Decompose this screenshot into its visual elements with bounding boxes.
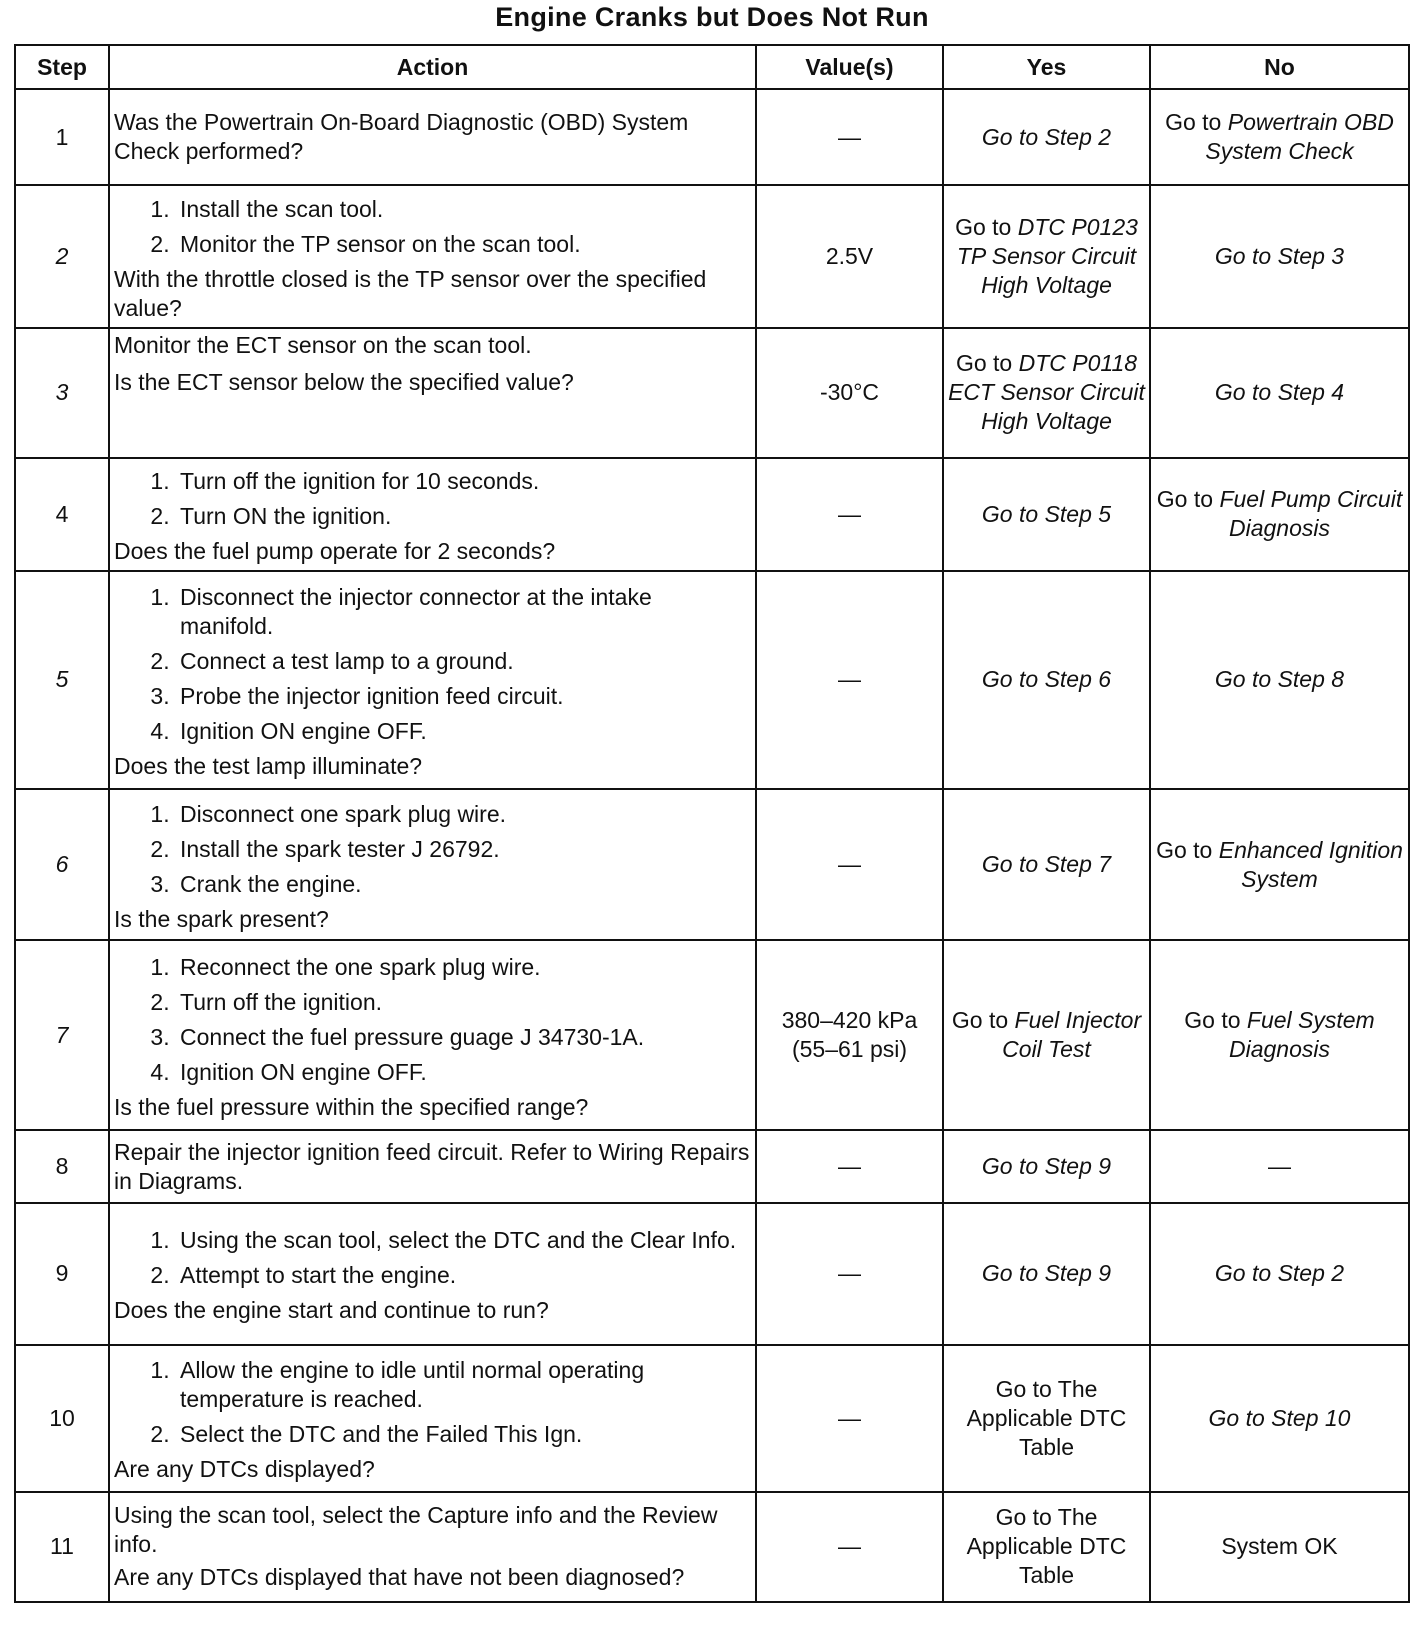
value-cell: — <box>756 571 943 790</box>
diagnostic-table <box>14 44 1410 1603</box>
action-cell <box>109 1203 756 1345</box>
yes-cell: Go to Step 9 <box>943 1203 1150 1345</box>
action-cell <box>109 571 756 790</box>
table-row <box>15 1130 1409 1202</box>
step-number: 4 <box>15 458 109 570</box>
action-step: 1. Disconnect the injector connector at the intake manifold. <box>176 583 751 641</box>
no-cell: Go to Enhanced Ignition System <box>1150 789 1409 939</box>
table-row <box>15 458 1409 570</box>
action-cell <box>109 458 756 570</box>
page-title: Engine Cranks but Does Not Run <box>495 2 929 32</box>
value-cell: 380–420 kPa (55–61 psi) <box>756 940 943 1131</box>
action-cell <box>109 185 756 327</box>
action-cell <box>109 89 756 185</box>
yes-cell: Go to The Applicable DTC Table <box>943 1345 1150 1491</box>
header-step: Step <box>15 45 109 89</box>
action-step: 2. Install the spark tester J 26792. <box>176 835 751 864</box>
action-question: Is the ECT sensor below the specified value? <box>114 368 574 395</box>
yes-cell: Go to DTC P0123 TP Sensor Circuit High Voltage <box>943 185 1150 327</box>
action-cell <box>109 1345 756 1491</box>
action-cell <box>109 789 756 939</box>
action-cell <box>109 328 756 458</box>
action-step: 1. Allow the engine to idle until normal operating temperature is reached. <box>176 1356 751 1414</box>
action-step: 2. Select the DTC and the Failed This Ign. <box>176 1420 751 1449</box>
step-number: 11 <box>15 1492 109 1602</box>
action-steps <box>114 467 751 531</box>
action-step: 1. Using the scan tool, select the DTC and the Clear Info. <box>176 1226 751 1255</box>
action-question: Does the test lamp illuminate? <box>114 752 423 779</box>
action-step: 2. Turn ON the ignition. <box>176 502 751 531</box>
action-text: Was the Powertrain On-Board Diagnostic (OBD) System Check performed? <box>114 109 689 165</box>
table-row <box>15 571 1409 790</box>
step-number: 9 <box>15 1203 109 1345</box>
table-row <box>15 1203 1409 1345</box>
action-question: With the throttle closed is the TP sensor over the specified value? <box>114 265 707 321</box>
yes-cell: Go to Fuel Injector Coil Test <box>943 940 1150 1131</box>
action-step: 2. Attempt to start the engine. <box>176 1261 751 1290</box>
action-question: Are any DTCs displayed that have not been diagnosed? <box>114 1564 685 1591</box>
value-cell: — <box>756 789 943 939</box>
step-number: 5 <box>15 571 109 790</box>
table-row <box>15 789 1409 939</box>
yes-cell: Go to Step 7 <box>943 789 1150 939</box>
value-cell: 2.5V <box>756 185 943 327</box>
action-steps <box>114 800 751 899</box>
action-steps <box>114 195 751 259</box>
step-number: 3 <box>15 328 109 458</box>
action-text: Using the scan tool, select the Capture info and the Review info. <box>114 1502 718 1558</box>
action-question: Are any DTCs displayed? <box>114 1456 375 1483</box>
action-step: 3. Probe the injector ignition feed circuit. <box>176 682 751 711</box>
header-values: Value(s) <box>756 45 943 89</box>
step-number: 7 <box>15 940 109 1131</box>
header-no: No <box>1150 45 1409 89</box>
action-step: 2. Turn off the ignition. <box>176 988 751 1017</box>
action-step: 1. Reconnect the one spark plug wire. <box>176 953 751 982</box>
yes-cell: Go to Step 6 <box>943 571 1150 790</box>
action-text: Repair the injector ignition feed circuit. Refer to Wiring Repairs in Diagrams. <box>114 1138 750 1194</box>
header-row <box>15 45 1409 89</box>
yes-cell: Go to DTC P0118 ECT Sensor Circuit High Voltage <box>943 328 1150 458</box>
value-cell: — <box>756 1345 943 1491</box>
step-number: 2 <box>15 185 109 327</box>
table-row <box>15 185 1409 327</box>
action-question: Does the fuel pump operate for 2 seconds? <box>114 537 556 564</box>
action-steps <box>114 1356 751 1449</box>
no-cell: System OK <box>1150 1492 1409 1602</box>
no-cell: Go to Step 10 <box>1150 1345 1409 1491</box>
yes-cell: Go to Step 9 <box>943 1130 1150 1202</box>
action-step: 1. Disconnect one spark plug wire. <box>176 800 751 829</box>
table-row <box>15 1492 1409 1602</box>
action-question: Does the engine start and continue to run? <box>114 1297 549 1324</box>
value-cell: — <box>756 1203 943 1345</box>
action-step: 2. Connect a test lamp to a ground. <box>176 647 751 676</box>
value-cell: — <box>756 1130 943 1202</box>
action-steps <box>114 953 751 1087</box>
action-step: 2. Monitor the TP sensor on the scan tool. <box>176 230 751 259</box>
no-cell: Go to Powertrain OBD System Check <box>1150 89 1409 185</box>
value-cell: — <box>756 1492 943 1602</box>
no-cell: Go to Fuel System Diagnosis <box>1150 940 1409 1131</box>
action-step: 3. Connect the fuel pressure guage J 34730-1A. <box>176 1023 751 1052</box>
action-question: Is the fuel pressure within the specified range? <box>114 1093 589 1120</box>
step-number: 8 <box>15 1130 109 1202</box>
no-cell: Go to Step 2 <box>1150 1203 1409 1345</box>
action-question: Is the spark present? <box>114 905 329 932</box>
step-number: 1 <box>15 89 109 185</box>
action-steps <box>114 583 751 746</box>
header-yes: Yes <box>943 45 1150 89</box>
header-action: Action <box>109 45 756 89</box>
step-number: 6 <box>15 789 109 939</box>
table-row <box>15 328 1409 458</box>
action-step: 4. Ignition ON engine OFF. <box>176 1058 751 1087</box>
yes-cell: Go to Step 2 <box>943 89 1150 185</box>
value-cell: — <box>756 89 943 185</box>
no-cell: Go to Step 8 <box>1150 571 1409 790</box>
action-cell <box>109 940 756 1131</box>
action-step: 1. Turn off the ignition for 10 seconds. <box>176 467 751 496</box>
action-step: 1. Install the scan tool. <box>176 195 751 224</box>
step-number: 10 <box>15 1345 109 1491</box>
no-cell: Go to Step 3 <box>1150 185 1409 327</box>
no-cell: — <box>1150 1130 1409 1202</box>
action-step: 3. Crank the engine. <box>176 870 751 899</box>
table-row <box>15 940 1409 1131</box>
table-row <box>15 1345 1409 1491</box>
yes-cell: Go to The Applicable DTC Table <box>943 1492 1150 1602</box>
action-steps <box>114 1226 751 1290</box>
yes-cell: Go to Step 5 <box>943 458 1150 570</box>
action-step: 4. Ignition ON engine OFF. <box>176 717 751 746</box>
table-row <box>15 89 1409 185</box>
no-cell: Go to Step 4 <box>1150 328 1409 458</box>
action-text: Monitor the ECT sensor on the scan tool. <box>114 331 532 358</box>
no-cell: Go to Fuel Pump Circuit Diagnosis <box>1150 458 1409 570</box>
action-cell <box>109 1492 756 1602</box>
value-cell: -30°C <box>756 328 943 458</box>
value-cell: — <box>756 458 943 570</box>
action-cell <box>109 1130 756 1202</box>
